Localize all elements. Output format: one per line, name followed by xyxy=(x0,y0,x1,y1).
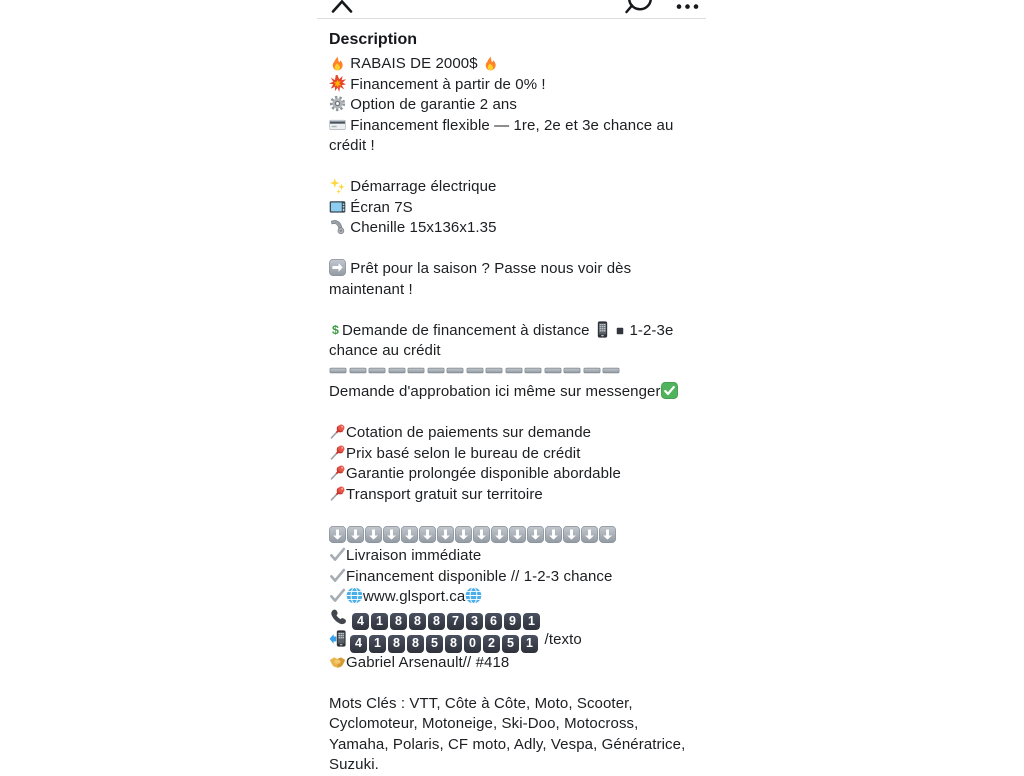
keycap-digit: 8 xyxy=(388,635,405,653)
minus-icon xyxy=(583,362,601,379)
pushpin-icon xyxy=(329,464,346,481)
minus-icon xyxy=(368,362,386,379)
arrow-down-icon xyxy=(545,526,562,543)
collision-icon xyxy=(329,75,346,92)
tv-icon xyxy=(329,198,346,215)
minus-icon xyxy=(524,362,542,379)
keycap-digit: 4 xyxy=(350,635,367,653)
description-line: Transport gratuit sur territoire xyxy=(329,485,707,506)
minus-icon xyxy=(544,362,562,379)
keycap-digit: 3 xyxy=(466,613,483,631)
sparkles-icon xyxy=(329,177,346,194)
handshake-icon xyxy=(329,653,346,670)
minus-icon xyxy=(388,362,406,379)
arrow-down-icon xyxy=(491,526,508,543)
mobile-phone-icon xyxy=(594,321,611,338)
description-line: chance au crédit xyxy=(329,342,441,359)
listing-description-panel xyxy=(317,19,707,776)
more-options-icon xyxy=(675,4,703,12)
search-button[interactable] xyxy=(624,0,654,14)
phone-arrow-icon xyxy=(329,630,346,647)
description-line: Livraison immédiate xyxy=(329,546,707,567)
keycap-digit: 8 xyxy=(390,613,407,631)
arrow-down-icon xyxy=(527,526,544,543)
description-line: Prêt pour la saison ? Passe nous voir dès xyxy=(329,259,707,280)
close-button[interactable] xyxy=(331,0,353,13)
description-line: www.glsport.ca xyxy=(329,587,707,608)
pushpin-icon xyxy=(329,423,346,440)
keycap-digit: 7 xyxy=(447,613,464,631)
description-line: Option de garantie 2 ans xyxy=(329,95,707,116)
arrow-down-icon xyxy=(347,526,364,543)
minus-icon xyxy=(446,362,464,379)
small-square-icon xyxy=(615,326,625,336)
keycap-digit: 8 xyxy=(409,613,426,631)
description-line: Gabriel Arsenault// #418 xyxy=(329,653,707,674)
arrow-down-icon xyxy=(437,526,454,543)
mechanical-arm-icon xyxy=(329,218,346,235)
check-gray-icon xyxy=(329,546,346,563)
arrow-down-icon xyxy=(581,526,598,543)
description-title: Description xyxy=(329,31,418,48)
description-line: Prix basé selon le bureau de crédit xyxy=(329,444,707,465)
keycap-digit: 9 xyxy=(504,613,521,631)
keycap-digit: 2 xyxy=(483,635,500,653)
arrow-down-icon xyxy=(473,526,490,543)
description-line: 4 1 8 8 5 8 0 2 5 1 /texto xyxy=(329,630,707,653)
description-line: Financement à partir de 0% ! xyxy=(329,75,707,96)
fire-icon xyxy=(329,54,346,71)
arrow-down-icon xyxy=(401,526,418,543)
description-line: Garantie prolongée disponible abordable xyxy=(329,464,707,485)
description-line xyxy=(329,526,707,547)
check-gray-icon xyxy=(329,567,346,584)
keycap-digit: 1 xyxy=(521,635,538,653)
description-line: Écran 7S xyxy=(329,198,707,219)
description-line: Chenille 15x136x1.35 xyxy=(329,218,707,239)
description-line: Yamaha, Polaris, CF moto, Adly, Vespa, Génératrice, xyxy=(329,735,686,753)
dollar-icon xyxy=(329,321,342,339)
description-line xyxy=(329,608,707,631)
pushpin-icon xyxy=(329,444,346,461)
credit-card-icon xyxy=(329,116,346,133)
keycap-digit: 1 xyxy=(371,613,388,631)
keycap-digit: 6 xyxy=(485,613,502,631)
phone-receiver-icon xyxy=(329,608,348,625)
minus-icon xyxy=(485,362,503,379)
arrow-down-icon xyxy=(383,526,400,543)
description-line: Mots Clés : VTT, Côte à Côte, Moto, Scooter, xyxy=(329,694,633,712)
minus-icon xyxy=(407,362,425,379)
arrow-down-icon xyxy=(419,526,436,543)
description-line: maintenant ! xyxy=(329,280,413,298)
keycap-digit: 1 xyxy=(523,613,540,631)
description-line: Demande de financement à distance 1-2-3e xyxy=(329,321,707,342)
description-line: Financement disponible // 1-2-3 chance xyxy=(329,567,707,588)
check-green-icon xyxy=(661,382,678,399)
globe-icon xyxy=(346,587,363,604)
search-icon xyxy=(624,0,654,14)
globe-icon xyxy=(465,587,482,604)
description-line: Demande d'approbation ici même sur messenger xyxy=(329,382,707,403)
description-line: Financement flexible — 1re, 2e et 3e chance au xyxy=(329,116,707,137)
more-options-button[interactable] xyxy=(675,0,703,8)
arrow-down-icon xyxy=(329,526,346,543)
arrow-down-icon xyxy=(563,526,580,543)
description-lines xyxy=(329,54,707,776)
pushpin-icon xyxy=(329,485,346,502)
description-line: Cotation de paiements sur demande xyxy=(329,423,707,444)
minus-icon xyxy=(466,362,484,379)
arrow-down-icon xyxy=(599,526,616,543)
gear-icon xyxy=(329,95,346,112)
check-gray-icon xyxy=(329,587,346,604)
minus-icon xyxy=(329,362,347,379)
keycap-digit: 8 xyxy=(428,613,445,631)
keycap-digit: 0 xyxy=(464,635,481,653)
description-line xyxy=(329,362,707,383)
arrow-right-icon xyxy=(329,259,346,276)
minus-icon xyxy=(602,362,620,379)
keycap-digit: 8 xyxy=(407,635,424,653)
minus-icon xyxy=(563,362,581,379)
minus-icon xyxy=(427,362,445,379)
close-icon xyxy=(331,0,353,13)
description-line: Suzuki. xyxy=(329,756,379,773)
description-line: crédit ! xyxy=(329,137,375,154)
keycap-digit: 5 xyxy=(502,635,519,653)
arrow-down-icon xyxy=(365,526,382,543)
arrow-down-icon xyxy=(455,526,472,543)
minus-icon xyxy=(505,362,523,379)
arrow-down-icon xyxy=(509,526,526,543)
keycap-digit: 5 xyxy=(426,635,443,653)
description-line: Cyclomoteur, Motoneige, Ski-Doo, Motocross, xyxy=(329,715,639,732)
keycap-digit: 8 xyxy=(445,635,462,653)
keycap-digit: 1 xyxy=(369,635,386,653)
fire-icon xyxy=(482,54,499,71)
keycap-digit: 4 xyxy=(352,613,369,631)
minus-icon xyxy=(349,362,367,379)
description-line: RABAIS DE 2000$ xyxy=(329,54,707,75)
description-line: Démarrage électrique xyxy=(329,177,707,198)
